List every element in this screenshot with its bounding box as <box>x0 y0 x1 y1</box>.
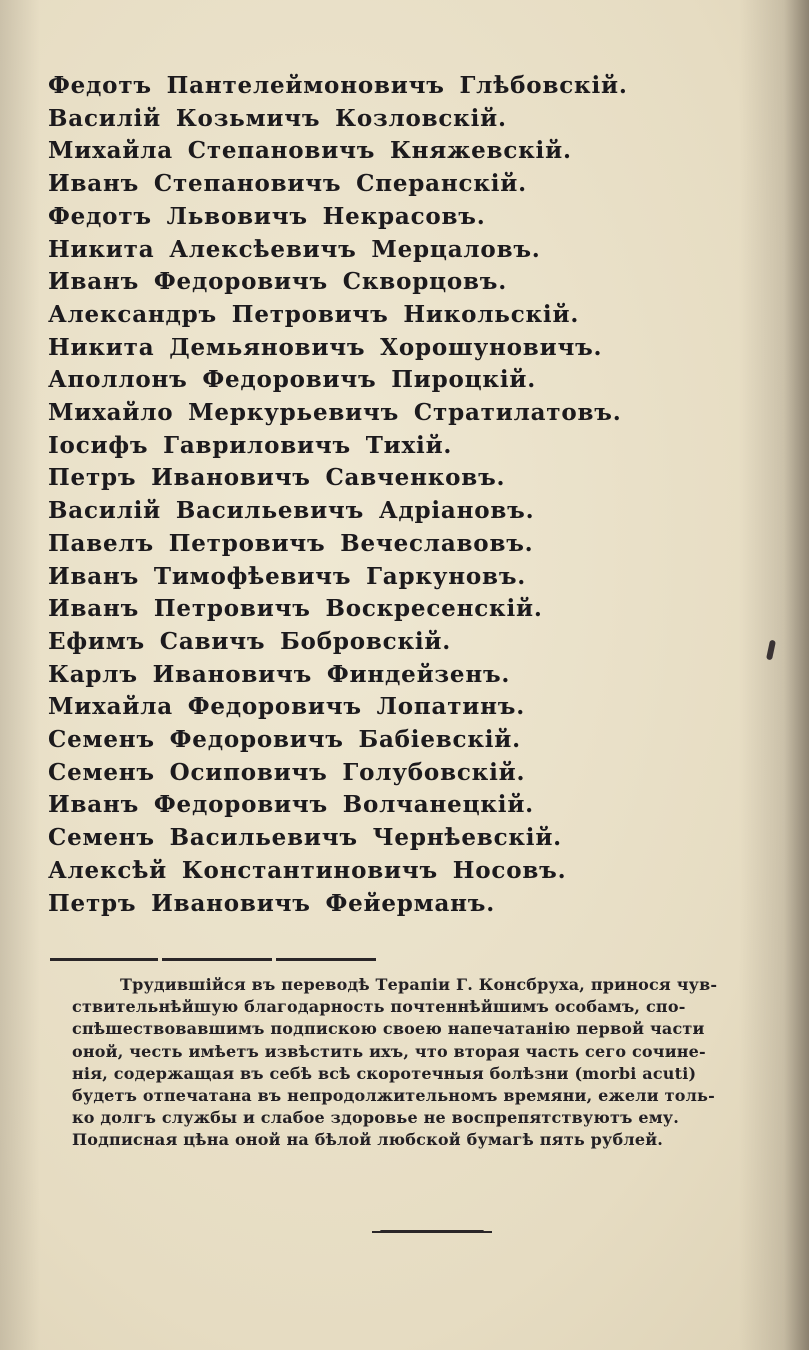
subscriber-name: Аполлонъ Федоровичъ Пироцкій. <box>48 366 537 394</box>
subscriber-name: Семенъ Осиповичъ Голубовскій. <box>48 758 526 786</box>
subscriber-name: Иванъ Тимофѣевичъ Гаркуновъ. <box>48 562 527 590</box>
notice-line: будетъ отпечатана въ непродолжительномъ времяни, ежели толь- <box>72 1086 715 1106</box>
translator-notice <box>72 974 792 1152</box>
subscriber-name: Михайло Меркурьевичъ Стратилатовъ. <box>48 399 622 427</box>
subscriber-name: Михайла Федоровичъ Лопатинъ. <box>48 693 526 721</box>
subscriber-name: Федотъ Львовичъ Некрасовъ. <box>48 202 486 230</box>
subscriber-name: Петръ Ивановичъ Фейерманъ. <box>48 889 496 917</box>
subscriber-name: Павелъ Петровичъ Вечеславовъ. <box>48 529 534 557</box>
subscriber-name: Михайла Степановичъ Княжевскій. <box>48 137 572 165</box>
end-ornament-rule <box>380 1230 484 1233</box>
divider-rule <box>162 958 272 961</box>
notice-line: нія, содержащая въ себѣ всѣ скоротечныя болѣзни (morbi acuti) <box>72 1063 697 1083</box>
subscriber-name: Василій Козьмичъ Козловскій. <box>48 104 507 132</box>
subscriber-name: Федотъ Пантелеймоновичъ Глѣбовскій. <box>48 72 628 99</box>
divider-rule <box>276 958 376 961</box>
subscriber-name: Іосифъ Гавриловичъ Тихій. <box>48 431 453 459</box>
subscriber-list <box>48 70 768 920</box>
subscriber-name: Семенъ Федоровичъ Бабіевскій. <box>48 726 521 754</box>
subscriber-name: Иванъ Федоровичъ Волчанецкій. <box>48 791 534 819</box>
subscriber-name: Петръ Ивановичъ Савченковъ. <box>48 464 506 492</box>
subscriber-name: Карлъ Ивановичъ Финдейзенъ. <box>48 660 511 688</box>
divider-rule <box>50 958 158 961</box>
notice-line: Подписная цѣна оной на бѣлой любской бумагѣ пять рублей. <box>72 1130 664 1150</box>
subscriber-name: Иванъ Степановичъ Сперанскій. <box>48 170 527 198</box>
subscriber-name: Алексѣй Константиновичъ Носовъ. <box>48 856 567 884</box>
subscriber-name: Александръ Петровичъ Никольскій. <box>48 300 580 328</box>
notice-line: спѣшествовавшимъ подпискою своею напечатанію первой части <box>72 1019 705 1039</box>
notice-line: оной, честь имѣетъ извѣстить ихъ, что вторая часть сего сочине- <box>72 1041 706 1061</box>
subscriber-name: Никита Алексѣевичъ Мерцаловъ. <box>48 235 541 263</box>
subscriber-name: Иванъ Федоровичъ Скворцовъ. <box>48 268 508 296</box>
subscriber-name: Василій Васильевичъ Адріановъ. <box>48 497 535 525</box>
subscriber-name: Иванъ Петровичъ Воскресенскій. <box>48 595 543 623</box>
subscriber-name: Никита Демьяновичъ Хорошуновичъ. <box>48 333 603 361</box>
notice-line: Трудившійся въ переводѣ Терапіи Г. Консбруха, принося чув- <box>120 975 718 994</box>
subscriber-name: Семенъ Васильевичъ Чернѣевскій. <box>48 824 562 852</box>
subscriber-name: Ефимъ Савичъ Бобровскій. <box>48 627 452 655</box>
notice-line: ствительнѣйшую благодарность почтеннѣйшимъ особамъ, спо- <box>72 997 686 1017</box>
notice-line: ко долгъ службы и слабое здоровье не воспрепятствуютъ ему. <box>72 1108 680 1128</box>
